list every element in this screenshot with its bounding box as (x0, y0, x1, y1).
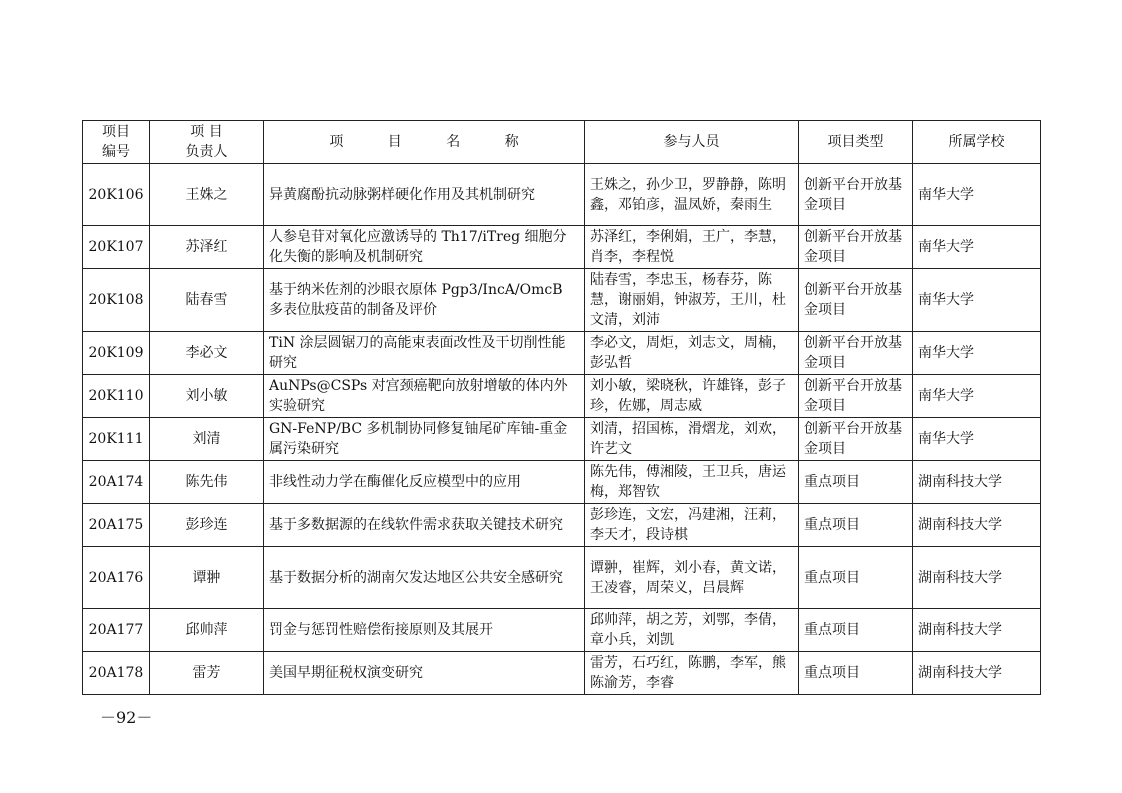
cell-project-id: 20K107 (83, 226, 150, 269)
table-row (83, 332, 1041, 375)
cell-project-lead: 彭珍连 (150, 504, 264, 547)
cell-school: 南华大学 (913, 269, 1041, 332)
cell-members: 王姝之，孙少卫，罗静静，陈明鑫，邓铂彦，温凤娇，秦雨生 (585, 164, 799, 226)
cell-school: 湖南科技大学 (913, 652, 1041, 695)
cell-members: 苏泽红，李俐娟，王广，李慧，肖李，李程悦 (585, 226, 799, 269)
cell-members: 李必文，周炬，刘志文，周楠，彭弘哲 (585, 332, 799, 375)
header-project-type: 项目类型 (799, 121, 913, 164)
cell-school: 南华大学 (913, 332, 1041, 375)
cell-school: 南华大学 (913, 226, 1041, 269)
cell-project-type: 创新平台开放基金项目 (799, 332, 913, 375)
cell-project-name: 基于数据分析的湖南欠发达地区公共安全感研究 (264, 547, 585, 609)
table-row (83, 375, 1041, 418)
cell-school: 南华大学 (913, 164, 1041, 226)
cell-project-id: 20A177 (83, 609, 150, 652)
cell-project-name: 美国早期征税权演变研究 (264, 652, 585, 695)
table-row (83, 418, 1041, 461)
header-project-name: 项 目 名 称 (264, 121, 585, 164)
cell-project-id: 20A174 (83, 461, 150, 504)
cell-project-name: 基于多数据源的在线软件需求获取关键技术研究 (264, 504, 585, 547)
cell-school: 湖南科技大学 (913, 547, 1041, 609)
cell-project-type: 重点项目 (799, 547, 913, 609)
cell-project-id: 20K108 (83, 269, 150, 332)
cell-project-lead: 陈先伟 (150, 461, 264, 504)
cell-school: 湖南科技大学 (913, 504, 1041, 547)
cell-project-id: 20K106 (83, 164, 150, 226)
table-row (83, 226, 1041, 269)
cell-members: 陆春雪，李忠玉，杨春芬，陈慧，谢丽娟，钟淑芳，王川，杜文清，刘沛 (585, 269, 799, 332)
header-members: 参与人员 (585, 121, 799, 164)
cell-project-lead: 谭翀 (150, 547, 264, 609)
cell-project-id: 20A176 (83, 547, 150, 609)
cell-project-type: 创新平台开放基金项目 (799, 375, 913, 418)
cell-project-name: 人参皂苷对氧化应激诱导的 Th17/iTreg 细胞分化失衡的影响及机制研究 (264, 226, 585, 269)
header-project-lead: 项 目 负责人 (150, 121, 264, 164)
table-row (83, 652, 1041, 695)
cell-school: 湖南科技大学 (913, 461, 1041, 504)
cell-project-lead: 刘小敏 (150, 375, 264, 418)
page-number: －92－ (100, 708, 153, 727)
cell-project-name: TiN 涂层圆锯刀的高能束表面改性及干切削性能研究 (264, 332, 585, 375)
cell-project-name: AuNPs@CSPs 对宫颈癌靶向放射增敏的体内外实验研究 (264, 375, 585, 418)
cell-school: 南华大学 (913, 418, 1041, 461)
cell-project-lead: 苏泽红 (150, 226, 264, 269)
cell-school: 湖南科技大学 (913, 609, 1041, 652)
cell-school: 南华大学 (913, 375, 1041, 418)
table-row (83, 461, 1041, 504)
cell-project-name: 基于纳米佐剂的沙眼衣原体 Pgp3/IncA/OmcB 多表位肽疫苗的制备及评价 (264, 269, 585, 332)
cell-project-lead: 雷芳 (150, 652, 264, 695)
cell-project-lead: 陆春雪 (150, 269, 264, 332)
cell-project-lead: 李必文 (150, 332, 264, 375)
cell-members: 陈先伟，傅湘陵，王卫兵，唐运梅，郑智钦 (585, 461, 799, 504)
cell-project-name: GN-FeNP/BC 多机制协同修复铀尾矿库铀-重金属污染研究 (264, 418, 585, 461)
table-row (83, 504, 1041, 547)
cell-project-lead: 邱帅萍 (150, 609, 264, 652)
table-row (83, 547, 1041, 609)
cell-members: 邱帅萍，胡之芳，刘鄂，李倩，章小兵，刘凯 (585, 609, 799, 652)
cell-project-type: 重点项目 (799, 504, 913, 547)
cell-project-lead: 王姝之 (150, 164, 264, 226)
cell-project-name: 罚金与惩罚性赔偿衔接原则及其展开 (264, 609, 585, 652)
cell-project-type: 创新平台开放基金项目 (799, 164, 913, 226)
cell-project-id: 20K110 (83, 375, 150, 418)
cell-project-type: 创新平台开放基金项目 (799, 226, 913, 269)
cell-project-id: 20A175 (83, 504, 150, 547)
cell-project-type: 创新平台开放基金项目 (799, 418, 913, 461)
cell-project-name: 非线性动力学在酶催化反应模型中的应用 (264, 461, 585, 504)
cell-project-id: 20K109 (83, 332, 150, 375)
cell-project-type: 创新平台开放基金项目 (799, 269, 913, 332)
cell-project-lead: 刘清 (150, 418, 264, 461)
cell-members: 刘清，招国栋，滑熠龙，刘欢，许艺文 (585, 418, 799, 461)
cell-members: 谭翀，崔辉，刘小春，黄文诺，王凌睿，周荣义，吕晨辉 (585, 547, 799, 609)
table-row (83, 269, 1041, 332)
cell-project-type: 重点项目 (799, 609, 913, 652)
header-project-id: 项目 编号 (83, 121, 150, 164)
cell-project-type: 重点项目 (799, 652, 913, 695)
cell-project-name: 异黄腐酚抗动脉粥样硬化作用及其机制研究 (264, 164, 585, 226)
table-row (83, 164, 1041, 226)
cell-project-id: 20A178 (83, 652, 150, 695)
cell-project-id: 20K111 (83, 418, 150, 461)
table-header-row (83, 121, 1041, 164)
cell-project-type: 重点项目 (799, 461, 913, 504)
cell-members: 彭珍连，文宏，冯建湘，汪莉，李天才，段诗棋 (585, 504, 799, 547)
cell-members: 刘小敏，梁晓秋，许雄锋，彭子珍，佐娜，周志威 (585, 375, 799, 418)
header-school: 所属学校 (913, 121, 1041, 164)
table-row (83, 609, 1041, 652)
cell-members: 雷芳，石巧红，陈鹏，李军，熊陈渝芳，李睿 (585, 652, 799, 695)
project-table (82, 120, 1041, 695)
